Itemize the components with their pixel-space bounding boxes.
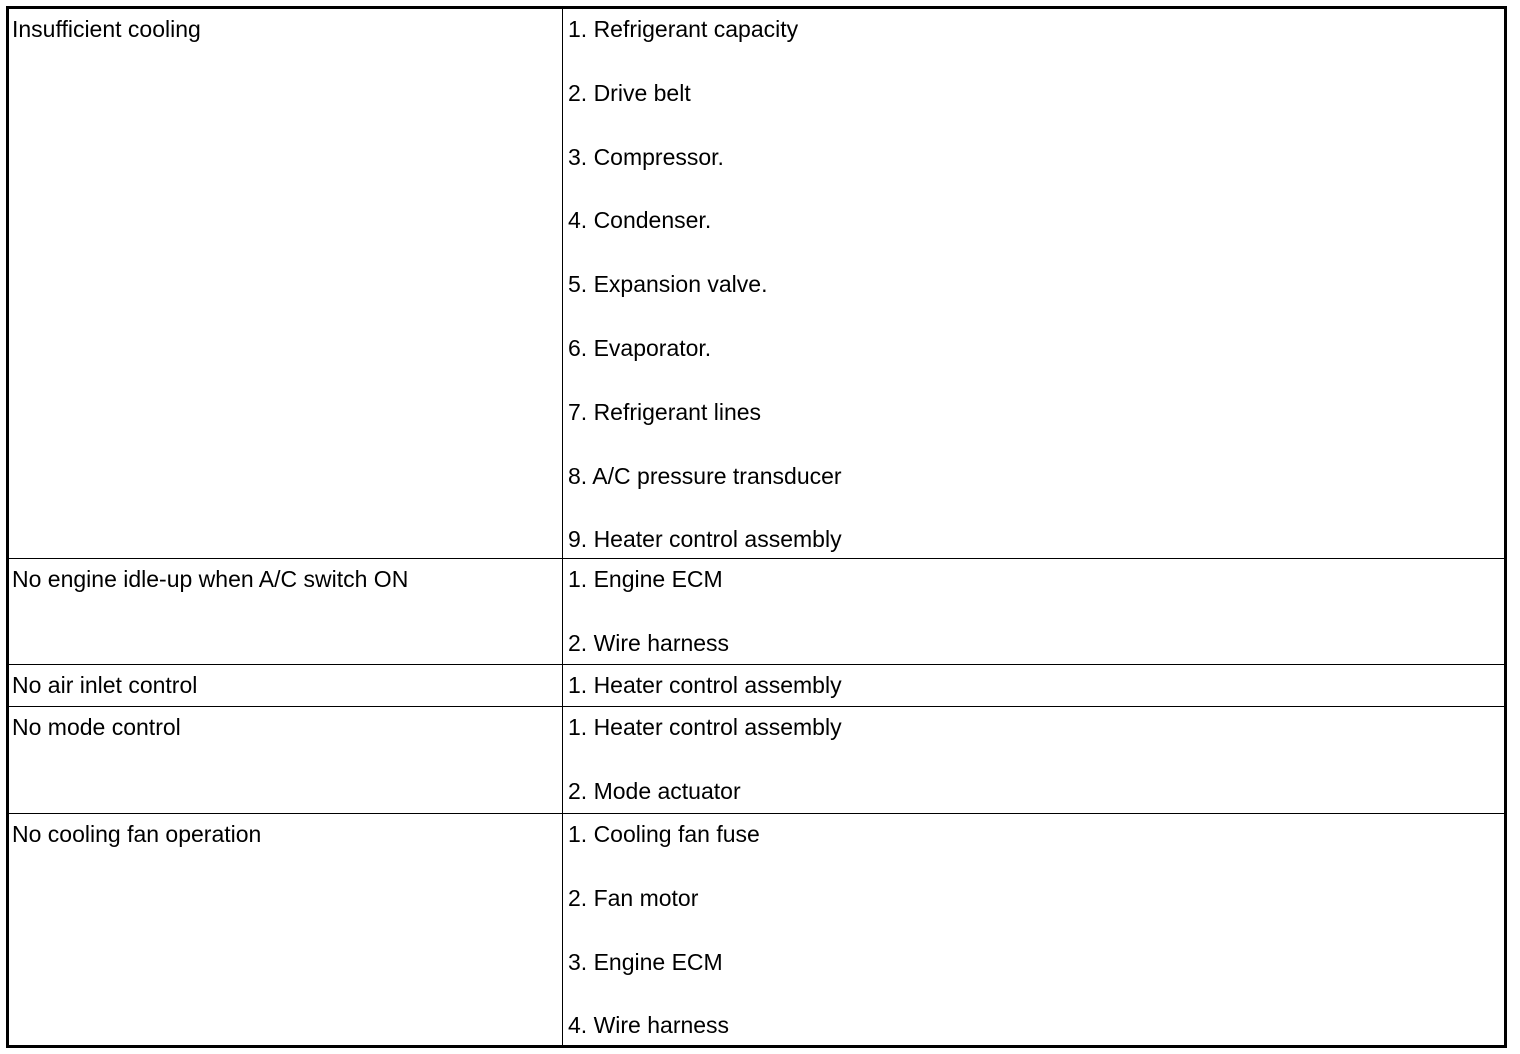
symptom-cell: No engine idle-up when A/C switch ON (12, 566, 409, 592)
cause-item: 1. Refrigerant capacity (568, 16, 799, 42)
cause-item: 7. Refrigerant lines (568, 398, 762, 425)
cause-item: 1. Engine ECM (568, 566, 723, 592)
symptom-cell: No air inlet control (12, 672, 198, 698)
cause-item: 2. Drive belt (568, 79, 691, 106)
cause-item: 8. A/C pressure transducer (568, 462, 842, 489)
cause-item: 2. Wire harness (568, 629, 730, 656)
table-row (9, 9, 1504, 559)
table-row (9, 707, 1504, 814)
cause-item: 1. Heater control assembly (568, 672, 842, 698)
cause-item: 2. Mode actuator (568, 777, 741, 804)
cause-item: 4. Wire harness (568, 1012, 730, 1039)
cause-item: 2. Fan motor (568, 884, 699, 911)
symptom-cell: No cooling fan operation (12, 821, 262, 847)
cause-list (568, 819, 1498, 1040)
cause-item: 1. Cooling fan fuse (568, 821, 760, 847)
table-row (9, 665, 1504, 707)
cause-list (568, 670, 1498, 700)
table-row (9, 559, 1504, 665)
symptom-cell: No mode control (12, 714, 181, 740)
cause-item: 4. Condenser. (568, 207, 712, 234)
cause-item: 6. Evaporator. (568, 334, 712, 361)
cause-item: 3. Engine ECM (568, 948, 723, 975)
cause-list (568, 712, 1498, 806)
cause-item: 3. Compressor. (568, 143, 724, 170)
cause-list (568, 14, 1498, 554)
symptom-cell: Insufficient cooling (12, 16, 201, 42)
troubleshooting-table (6, 6, 1507, 1048)
cause-item: 9. Heater control assembly (568, 526, 842, 553)
table-row (9, 814, 1504, 1045)
cause-list (568, 564, 1498, 658)
cause-item: 1. Heater control assembly (568, 714, 842, 740)
cause-item: 5. Expansion valve. (568, 271, 768, 298)
